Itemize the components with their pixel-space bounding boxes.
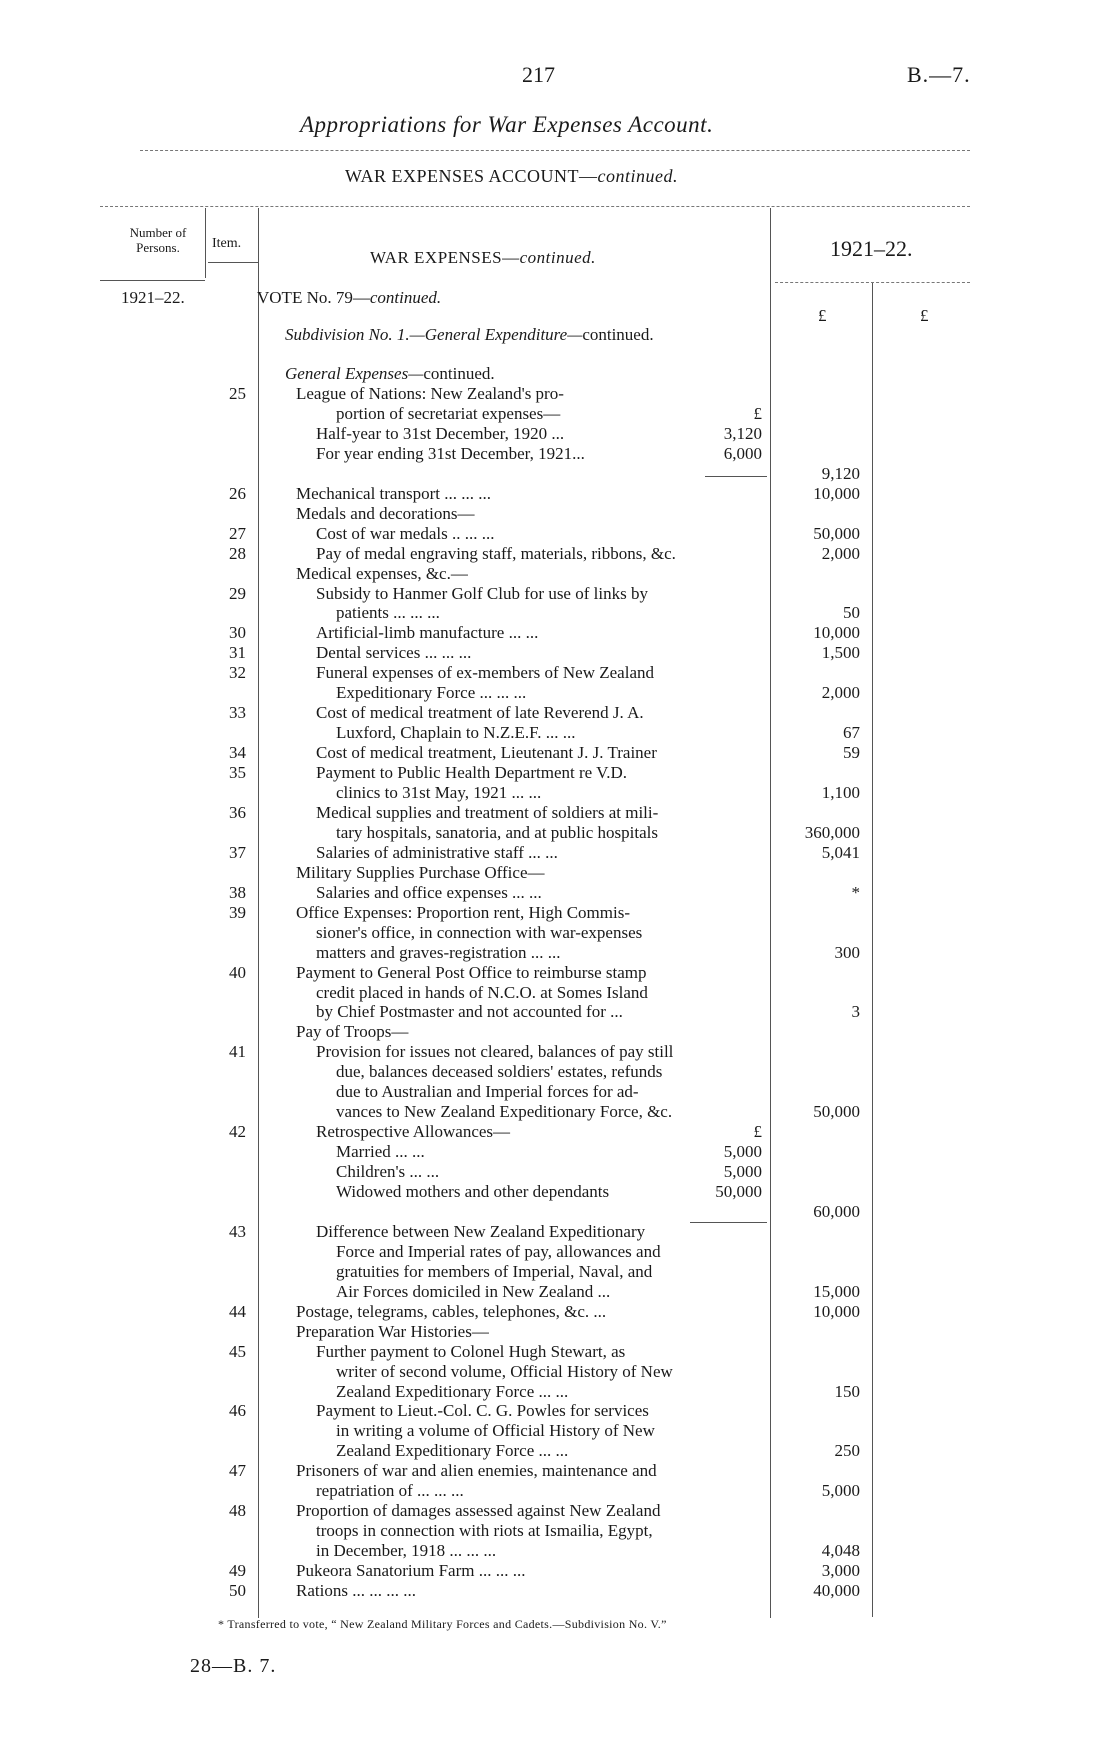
page-title: Appropriations for War Expenses Account.	[300, 112, 714, 137]
header-item: Item.	[212, 236, 242, 251]
line-text: in December, 1918 ... ... ...	[316, 1541, 497, 1561]
header-year: 1921–22.	[830, 236, 913, 261]
item-number: 29	[229, 583, 246, 603]
line-text: Pukeora Sanatorium Farm ... ... ...	[296, 1561, 526, 1581]
item-number: 37	[229, 842, 246, 862]
item-number: 49	[229, 1561, 246, 1581]
line-text: Cost of medical treatment, Lieutenant J. J. Trainer	[316, 743, 657, 763]
line-amount: 10,000	[813, 483, 860, 503]
line-text: Pay of Troops—	[296, 1022, 409, 1042]
line-text: Payment to General Post Office to reimburse stamp	[296, 962, 647, 982]
subdivision-heading: Subdivision No. 1.—General Expenditure—continued.	[285, 325, 654, 344]
line-text: Cost of medical treatment of late Reverend J. A.	[316, 703, 644, 723]
line-text: Further payment to Colonel Hugh Stewart, as	[316, 1341, 626, 1361]
line-text: Cost of war medals .. ... ...	[316, 523, 495, 543]
line-amount: 1,500	[821, 643, 860, 663]
year-header-rule	[775, 282, 970, 283]
line-text: Prisoners of war and alien enemies, maintenance and	[296, 1461, 657, 1481]
line-text: Funeral expenses of ex-members of New Zealand	[316, 663, 654, 683]
line-text: Medals and decorations—	[296, 503, 475, 523]
line-text: Provision for issues not cleared, balances of pay still	[316, 1042, 674, 1062]
footnote: * Transferred to vote, “ New Zealand Military Forces and Cadets.—Subdivision No. V.”	[218, 1617, 667, 1631]
line-text: in writing a volume of Official History of New	[336, 1421, 655, 1441]
sub-amount: 5,000	[723, 1162, 762, 1182]
line-text: Children's ... ...	[336, 1162, 440, 1182]
sub-amount: £	[753, 403, 762, 423]
line-text: credit placed in hands of N.C.O. at Somes Island	[316, 982, 648, 1002]
line-text: due, balances deceased soldiers' estates, refunds	[336, 1062, 663, 1082]
pound-sign-1: £	[818, 306, 827, 325]
line-text: Subsidy to Hanmer Golf Club for use of links by	[316, 583, 648, 603]
item-number: 34	[229, 743, 246, 763]
page-reference: B.—7.	[907, 62, 971, 87]
line-amount: 10,000	[813, 623, 860, 643]
item-number: 38	[229, 882, 246, 902]
sub-amount: 6,000	[723, 443, 762, 463]
item-number: 33	[229, 703, 246, 723]
line-amount: 250	[834, 1441, 860, 1461]
sub-amount: 50,000	[715, 1182, 762, 1201]
item-number: 30	[229, 623, 246, 643]
line-amount: 5,041	[821, 842, 860, 862]
item-number: 31	[229, 643, 246, 663]
line-amount: 3	[851, 1002, 860, 1022]
line-amount: 3,000	[821, 1561, 860, 1581]
item-number: 47	[229, 1461, 246, 1481]
sub-amount: 3,120	[723, 423, 762, 443]
line-amount: 360,000	[804, 822, 860, 842]
line-text: Retrospective Allowances—	[316, 1122, 511, 1142]
line-amount: 150	[834, 1381, 860, 1401]
line-text: Medical supplies and treatment of soldiers at mili-	[316, 802, 659, 822]
item-number: 25	[229, 384, 246, 403]
line-text: patients ... ... ...	[336, 603, 440, 623]
item-number: 40	[229, 962, 246, 982]
line-text: gratuities for members of Imperial, Naval, and	[336, 1261, 653, 1281]
title-rule	[140, 150, 970, 151]
line-amount: 67	[843, 723, 860, 743]
line-text: Zealand Expeditionary Force ... ...	[336, 1441, 569, 1461]
sub-amount: 5,000	[723, 1142, 762, 1162]
line-text: Proportion of damages assessed against New Zealand	[296, 1501, 661, 1521]
item-number: 28	[229, 543, 246, 563]
line-text: Dental services ... ... ...	[316, 643, 472, 663]
line-amount: 15,000	[813, 1281, 860, 1301]
line-text: troops in connection with riots at Ismailia, Egypt,	[316, 1521, 653, 1541]
line-text: Pay of medal engraving staff, materials, ribbons, &c.	[316, 543, 676, 563]
header-persons: Number of Persons.	[129, 225, 187, 255]
item-number: 36	[229, 802, 246, 822]
line-text: Difference between New Zealand Expeditionary	[316, 1221, 646, 1241]
line-text: matters and graves-registration ... ...	[316, 942, 561, 962]
line-amount: 10,000	[813, 1301, 860, 1321]
item-number: 46	[229, 1401, 246, 1421]
account-heading: WAR EXPENSES ACCOUNT—continued.	[345, 166, 679, 186]
item-number: 35	[229, 763, 246, 783]
line-text: Preparation War Histories—	[296, 1321, 489, 1341]
line-amount: 50,000	[813, 523, 860, 543]
item-header-rule	[208, 262, 258, 263]
line-text: League of Nations: New Zealand's pro-	[296, 384, 564, 403]
line-amount: 9,120	[821, 463, 860, 483]
line-amount: 5,000	[821, 1481, 860, 1501]
item-number: 39	[229, 902, 246, 922]
item-number: 43	[229, 1221, 246, 1241]
item-number: 26	[229, 483, 246, 503]
item-number: 48	[229, 1501, 246, 1521]
item-number: 41	[229, 1042, 246, 1062]
line-amount: 60,000	[813, 1201, 860, 1221]
sub-amount: £	[753, 1122, 762, 1142]
line-text: Half-year to 31st December, 1920 ...	[316, 423, 565, 443]
line-amount: 50	[843, 603, 860, 623]
line-text: Force and Imperial rates of pay, allowances and	[336, 1241, 661, 1261]
line-text: sioner's office, in connection with war-expenses	[316, 922, 643, 942]
item-number: 32	[229, 663, 246, 683]
line-text: tary hospitals, sanatoria, and at public hospitals	[336, 822, 658, 842]
line-text: Salaries of administrative staff ... ...	[316, 842, 558, 862]
col-line-text	[770, 208, 771, 1618]
line-text: due to Australian and Imperial forces for ad-	[336, 1082, 639, 1102]
line-amount: *	[851, 882, 860, 902]
line-text: Married ... ...	[336, 1142, 425, 1162]
line-text: Rations ... ... ... ...	[296, 1581, 416, 1600]
item-number: 44	[229, 1301, 246, 1321]
page-number: 217	[522, 62, 555, 87]
line-text: Office Expenses: Proportion rent, High Commis-	[296, 902, 630, 922]
line-text: Payment to Public Health Department re V.D.	[316, 763, 627, 783]
line-text: Salaries and office expenses ... ...	[316, 882, 542, 902]
line-text: Payment to Lieut.-Col. C. G. Powles for services	[316, 1401, 649, 1421]
line-text: Mechanical transport ... ... ...	[296, 483, 491, 503]
col-line-item	[258, 208, 259, 1618]
line-text: by Chief Postmaster and not accounted for ...	[316, 1002, 623, 1022]
line-text: Medical expenses, &c.—	[296, 563, 468, 583]
line-text: For year ending 31st December, 1921...	[316, 443, 585, 463]
vote-heading: VOTE No. 79—continued.	[257, 288, 442, 307]
pound-sign-2: £	[920, 306, 929, 325]
line-amount: 300	[834, 942, 860, 962]
line-text: Artificial-limb manufacture ... ...	[316, 623, 539, 643]
header-rule-top	[100, 206, 970, 207]
subtotal-rule-2	[690, 1222, 767, 1223]
footer-reference: 28—B. 7.	[190, 1655, 277, 1677]
item-number: 45	[229, 1341, 246, 1361]
line-amount: 2,000	[821, 683, 860, 703]
item-number: 27	[229, 523, 246, 543]
persons-header-rule	[100, 280, 205, 281]
header-war-expenses: WAR EXPENSES—continued.	[370, 248, 596, 267]
col-line-persons	[205, 208, 206, 278]
line-text: Military Supplies Purchase Office—	[296, 862, 545, 882]
general-expenses-heading: General Expenses—continued.	[285, 364, 495, 383]
line-amount: 59	[843, 743, 860, 763]
line-amount: 1,100	[821, 783, 860, 802]
line-text: writer of second volume, Official History of New	[336, 1361, 673, 1381]
subtotal-rule-1	[705, 476, 767, 477]
line-amount: 4,048	[821, 1541, 860, 1561]
line-amount: 40,000	[813, 1581, 860, 1600]
line-text: Zealand Expeditionary Force ... ...	[336, 1381, 569, 1401]
item-number: 50	[229, 1581, 246, 1600]
line-text: Expeditionary Force ... ... ...	[336, 683, 527, 703]
line-amount: 2,000	[821, 543, 860, 563]
line-text: Air Forces domiciled in New Zealand ...	[336, 1281, 611, 1301]
line-amount: 50,000	[813, 1102, 860, 1122]
line-text: Postage, telegrams, cables, telephones, &c. ...	[296, 1301, 607, 1321]
line-text: vances to New Zealand Expeditionary Force, &c.	[336, 1102, 673, 1122]
line-text: Luxford, Chaplain to N.Z.E.F. ... ...	[336, 723, 576, 743]
col-line-amount	[872, 282, 873, 1617]
item-number: 42	[229, 1122, 246, 1142]
section-year: 1921–22.	[121, 288, 185, 307]
line-text: repatriation of ... ... ...	[316, 1481, 464, 1501]
line-text: portion of secretariat expenses—	[336, 403, 561, 423]
line-text: Widowed mothers and other dependants	[336, 1182, 610, 1201]
line-text: clinics to 31st May, 1921 ... ...	[336, 783, 542, 802]
